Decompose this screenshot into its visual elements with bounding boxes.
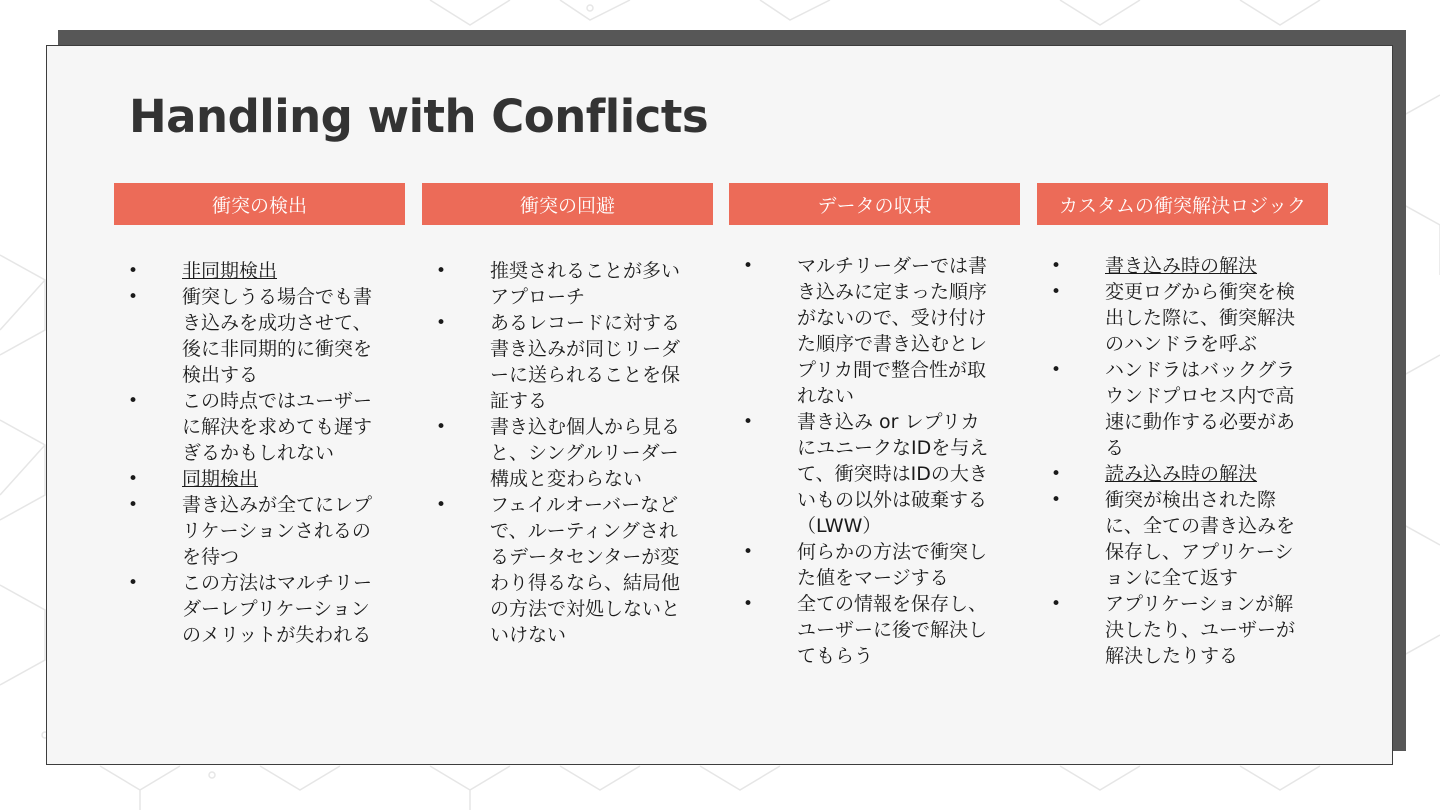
list-item: • 同期検出 (114, 466, 382, 492)
list-item: • この方法はマルチリーダーレプリケーションのメリットが失われる (114, 570, 382, 648)
bullet-list (1037, 253, 1328, 669)
list-item: • 書き込み時の解決 (1037, 253, 1305, 279)
list-item: • アプリケーションが解決したり、ユーザーが解決したりする (1037, 591, 1305, 669)
bullet-list (422, 258, 713, 648)
column-header: 衝突の回避 (422, 183, 713, 225)
list-item: • 衝突しうる場合でも書き込みを成功させて、後に非同期的に衝突を検出する (114, 284, 382, 388)
column-header: 衝突の検出 (114, 183, 405, 225)
list-item: • 書き込み or レプリカにユニークなIDを与えて、衝突時はIDの大きいもの以外は破棄する（LWW） (729, 409, 997, 539)
list-item: • マルチリーダーでは書き込みに定まった順序がないので、受け付けた順序で書き込むとレプリカ間で整合性が取れない (729, 253, 997, 409)
list-item: • 推奨されることが多いアプローチ (422, 258, 690, 310)
column-header: カスタムの衝突解決ロジック (1037, 183, 1328, 225)
list-item: • 変更ログから衝突を検出した際に、衝突解決のハンドラを呼ぶ (1037, 279, 1305, 357)
list-item: • この時点ではユーザーに解決を求めても遅すぎるかもしれない (114, 388, 382, 466)
list-item: • 読み込み時の解決 (1037, 461, 1305, 487)
slide-title: Handling with Conflicts (129, 90, 709, 143)
list-item: • 書き込みが全てにレプリケーションされるのを待つ (114, 492, 382, 570)
column-header: データの収束 (729, 183, 1020, 225)
slide-card (46, 45, 1393, 765)
bullet-list (114, 258, 405, 648)
list-item: • 非同期検出 (114, 258, 382, 284)
column-data-convergence (729, 183, 1020, 667)
column-conflict-detection (114, 183, 405, 646)
list-item: • あるレコードに対する書き込みが同じリーダーに送られることを保証する (422, 310, 690, 414)
list-item: • 衝突が検出された際に、全ての書き込みを保存し、アプリケーションに全て返す (1037, 487, 1305, 591)
list-item: • 全ての情報を保存し、ユーザーに後で解決してもらう (729, 591, 997, 669)
list-item: • 書き込む個人から見ると、シングルリーダー構成と変わらない (422, 414, 690, 492)
list-item: • フェイルオーバーなどで、ルーティングされるデータセンターが変わり得るなら、結局他の方法で対処しないといけない (422, 492, 690, 648)
column-conflict-avoidance (422, 183, 713, 646)
list-item: • 何らかの方法で衝突した値をマージする (729, 539, 997, 591)
list-item: • ハンドラはバックグラウンドプロセス内で高速に動作する必要がある (1037, 357, 1305, 461)
column-custom-resolution-logic (1037, 183, 1328, 667)
bullet-list (729, 253, 1020, 669)
